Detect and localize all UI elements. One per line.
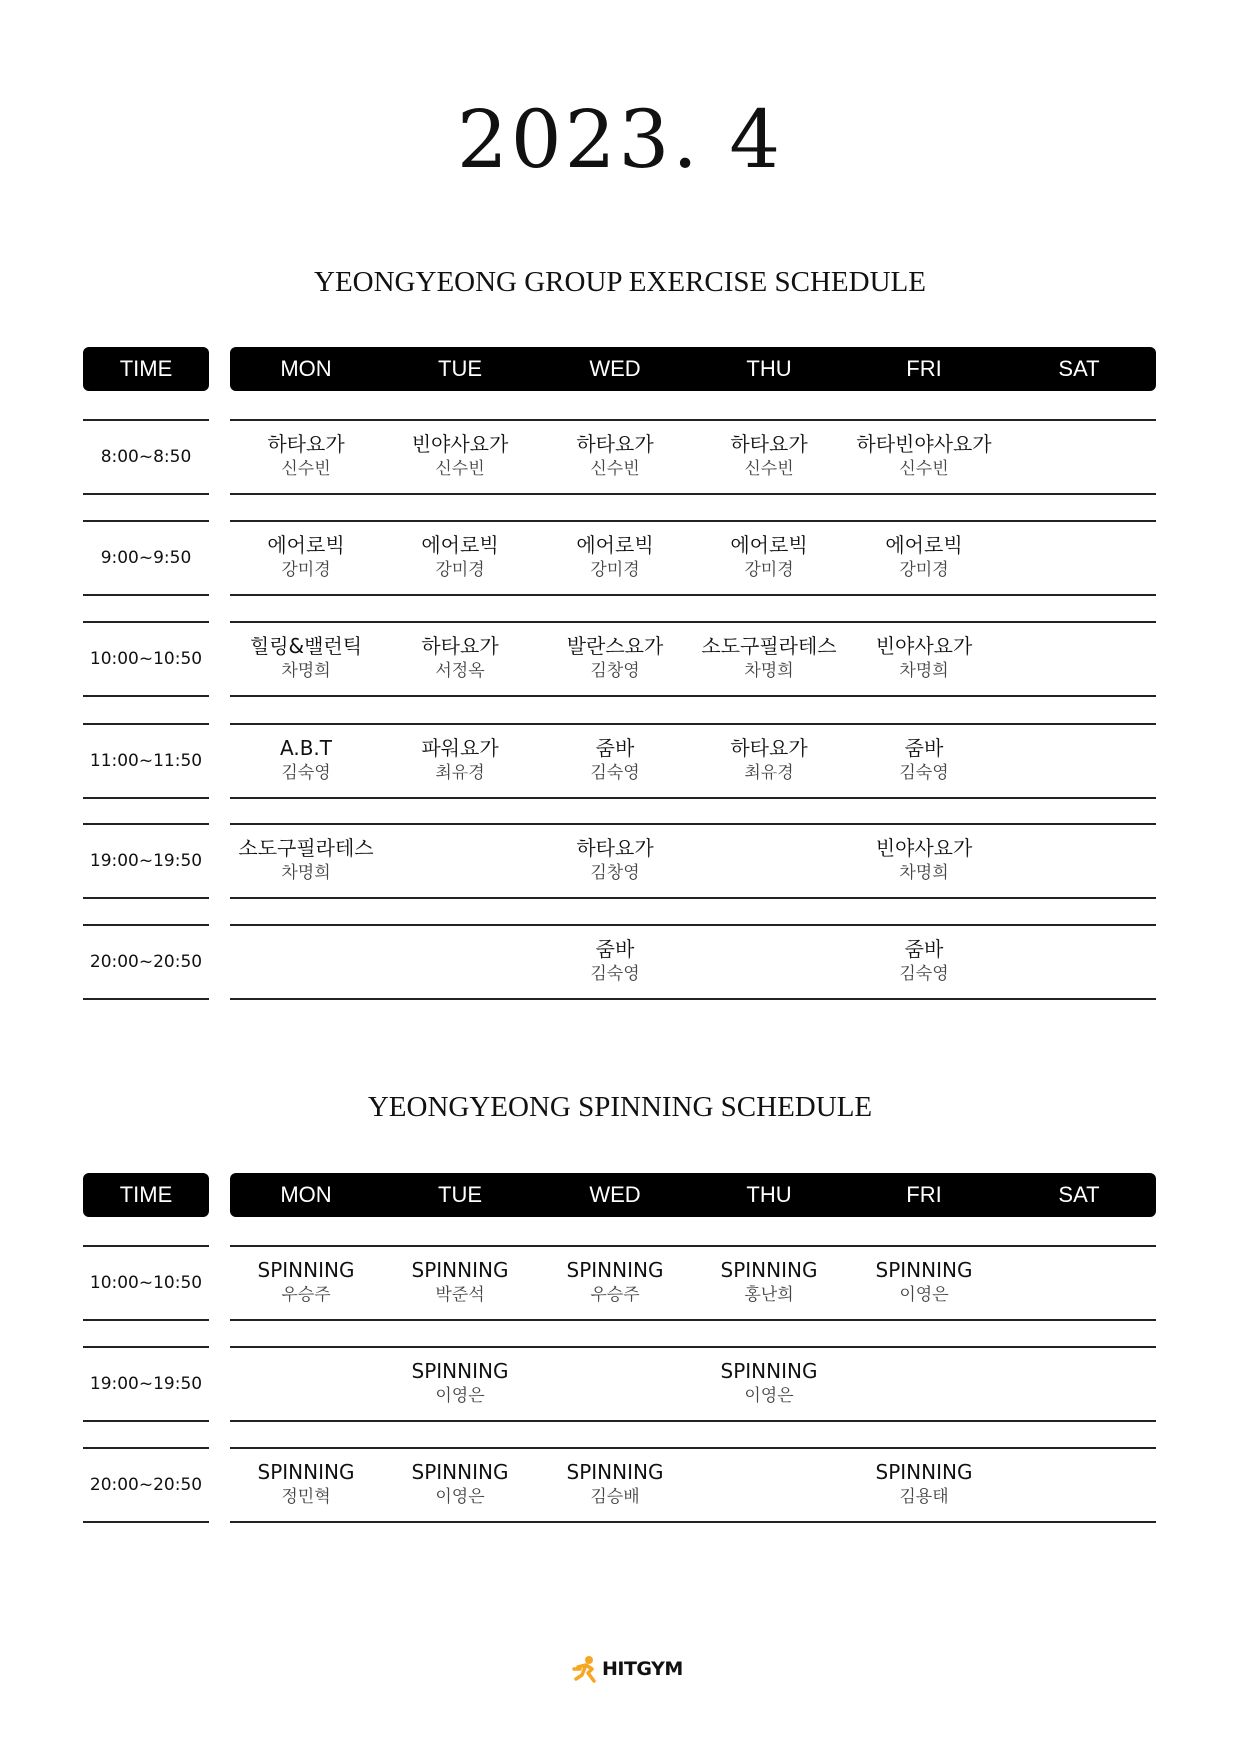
class-cell: [538, 735, 692, 785]
row-divider: [230, 1319, 1156, 1321]
instructor-name: 최유경: [744, 763, 794, 783]
class-name: A.B.T: [280, 736, 332, 760]
class-name: 줌바: [595, 736, 635, 760]
row-divider: [230, 1245, 1156, 1247]
class-cell: [847, 633, 1001, 683]
class-name: SPINNING: [566, 1460, 664, 1484]
class-name: 하타요가: [576, 432, 654, 456]
instructor-name: 최유경: [435, 763, 485, 783]
class-cell: [229, 532, 383, 582]
row-divider: [230, 695, 1156, 697]
time-slot: 19:00~19:50: [89, 1374, 203, 1394]
class-name: 하타요가: [730, 432, 808, 456]
instructor-name: 우승주: [590, 1285, 640, 1305]
instructor-name: 김창영: [590, 661, 640, 681]
day-header-thu: THU: [746, 1182, 792, 1207]
class-name: 에어로빅: [730, 533, 808, 557]
class-cell: [383, 633, 537, 683]
row-divider: [230, 520, 1156, 522]
class-cell: [847, 431, 1001, 481]
instructor-name: 서정옥: [435, 661, 485, 681]
class-cell: [538, 431, 692, 481]
class-cell: [692, 735, 846, 785]
class-name: 에어로빅: [267, 533, 345, 557]
class-cell: [692, 633, 846, 683]
time-slot: 19:00~19:50: [89, 851, 203, 871]
instructor-name: 신수빈: [744, 459, 794, 479]
class-cell: [847, 1257, 1001, 1307]
instructor-name: 강미경: [899, 560, 949, 580]
instructor-name: 우승주: [281, 1285, 331, 1305]
class-name: SPINNING: [875, 1258, 973, 1282]
schedule-row: [0, 924, 1240, 1000]
class-name: 하타빈야사요가: [856, 432, 992, 456]
class-cell: [383, 1459, 537, 1509]
row-divider: [230, 1420, 1156, 1422]
class-name: 빈야사요가: [411, 432, 509, 456]
class-name: 에어로빅: [421, 533, 499, 557]
class-name: 힐링&밸런틱: [249, 634, 363, 658]
group-schedule-title: YEONGYEONG GROUP EXERCISE SCHEDULE: [314, 266, 926, 298]
page-title: 2023. 4: [456, 93, 784, 186]
class-cell: [229, 735, 383, 785]
spinning-day-header: [230, 1173, 1156, 1217]
class-cell: [229, 835, 383, 885]
instructor-name: 강미경: [281, 560, 331, 580]
class-name: 빈야사요가: [875, 634, 973, 658]
instructor-name: 김승배: [590, 1487, 640, 1507]
class-name: 에어로빅: [885, 533, 963, 557]
time-slot: 10:00~10:50: [89, 1273, 203, 1293]
day-header-mon: MON: [280, 1182, 332, 1207]
class-name: 하타요가: [267, 432, 345, 456]
row-divider: [230, 1447, 1156, 1449]
instructor-name: 이영은: [899, 1285, 949, 1305]
day-header-wed: WED: [589, 1182, 641, 1207]
day-header-mon: MON: [280, 356, 332, 381]
class-cell: [538, 633, 692, 683]
instructor-name: 신수빈: [590, 459, 640, 479]
class-cell: [229, 633, 383, 683]
class-name: SPINNING: [720, 1359, 818, 1383]
class-name: 소도구필라테스: [701, 634, 837, 658]
instructor-name: 김숙영: [590, 964, 640, 984]
instructor-name: 이영은: [435, 1487, 485, 1507]
schedule-row: [0, 520, 1240, 596]
instructor-name: 이영은: [744, 1386, 794, 1406]
class-cell: [847, 532, 1001, 582]
class-cell: [383, 1358, 537, 1408]
class-cell: [383, 1257, 537, 1307]
schedule-row: [0, 1447, 1240, 1523]
instructor-name: 강미경: [590, 560, 640, 580]
class-cell: [383, 532, 537, 582]
schedule-row: [0, 723, 1240, 799]
class-name: SPINNING: [411, 1460, 509, 1484]
class-cell: [229, 1459, 383, 1509]
class-name: 파워요가: [421, 736, 499, 760]
row-divider: [230, 797, 1156, 799]
class-cell: [229, 1257, 383, 1307]
group-time-header: TIME: [83, 347, 209, 391]
class-name: SPINNING: [257, 1258, 355, 1282]
time-slot: 20:00~20:50: [89, 952, 203, 972]
class-name: 소도구필라테스: [238, 836, 374, 860]
instructor-name: 차명희: [281, 863, 331, 883]
row-divider: [230, 998, 1156, 1000]
instructor-name: 차명희: [899, 661, 949, 681]
instructor-name: 김숙영: [281, 763, 331, 783]
instructor-name: 정민혁: [281, 1487, 331, 1507]
class-name: SPINNING: [257, 1460, 355, 1484]
class-name: SPINNING: [411, 1258, 509, 1282]
class-name: 줌바: [904, 937, 944, 961]
class-name: 에어로빅: [576, 533, 654, 557]
hitgym-logo: [572, 1654, 696, 1684]
class-cell: [538, 1459, 692, 1509]
class-name: SPINNING: [720, 1258, 818, 1282]
day-header-fri: FRI: [906, 1182, 942, 1207]
class-name: 하타요가: [576, 836, 654, 860]
class-cell: [538, 936, 692, 986]
row-divider: [230, 823, 1156, 825]
row-divider: [230, 924, 1156, 926]
schedule-row: [0, 621, 1240, 697]
day-header-sat: SAT: [1058, 1182, 1100, 1207]
instructor-name: 김창영: [590, 863, 640, 883]
logo-text: HITGYM: [602, 1658, 683, 1680]
class-cell: [847, 735, 1001, 785]
class-cell: [692, 1358, 846, 1408]
class-name: 하타요가: [421, 634, 499, 658]
schedule-row: [0, 1346, 1240, 1422]
class-cell: [847, 835, 1001, 885]
time-slot: 20:00~20:50: [89, 1475, 203, 1495]
instructor-name: 신수빈: [435, 459, 485, 479]
row-divider: [230, 419, 1156, 421]
class-cell: [692, 1257, 846, 1307]
row-divider: [230, 594, 1156, 596]
day-header-thu: THU: [746, 356, 792, 381]
time-slot: 11:00~11:50: [89, 751, 203, 771]
class-name: SPINNING: [411, 1359, 509, 1383]
time-slot: 10:00~10:50: [89, 649, 203, 669]
time-slot: 9:00~9:50: [100, 548, 192, 568]
instructor-name: 강미경: [744, 560, 794, 580]
instructor-name: 김숙영: [899, 763, 949, 783]
instructor-name: 김용태: [899, 1487, 949, 1507]
class-cell: [229, 431, 383, 481]
spinning-time-header: TIME: [83, 1173, 209, 1217]
class-name: 하타요가: [730, 736, 808, 760]
row-divider: [230, 1521, 1156, 1523]
class-cell: [538, 532, 692, 582]
instructor-name: 신수빈: [899, 459, 949, 479]
class-name: 빈야사요가: [875, 836, 973, 860]
class-cell: [538, 835, 692, 885]
instructor-name: 강미경: [435, 560, 485, 580]
time-slot: 8:00~8:50: [100, 447, 192, 467]
instructor-name: 차명희: [899, 863, 949, 883]
class-name: SPINNING: [566, 1258, 664, 1282]
row-divider: [230, 621, 1156, 623]
instructor-name: 신수빈: [281, 459, 331, 479]
class-name: 줌바: [904, 736, 944, 760]
day-header-tue: TUE: [438, 1182, 482, 1207]
day-header-sat: SAT: [1058, 356, 1100, 381]
class-cell: [538, 1257, 692, 1307]
instructor-name: 차명희: [281, 661, 331, 681]
class-cell: [847, 936, 1001, 986]
group-day-header: [230, 347, 1156, 391]
class-name: 발란스요가: [566, 634, 664, 658]
row-divider: [230, 493, 1156, 495]
class-cell: [692, 532, 846, 582]
class-cell: [383, 431, 537, 481]
schedule-row: [0, 419, 1240, 495]
schedule-row: [0, 1245, 1240, 1321]
instructor-name: 김숙영: [899, 964, 949, 984]
row-divider: [230, 1346, 1156, 1348]
class-cell: [692, 431, 846, 481]
class-cell: [847, 1459, 1001, 1509]
instructor-name: 김숙영: [590, 763, 640, 783]
instructor-name: 홍난희: [744, 1285, 794, 1305]
day-header-fri: FRI: [906, 356, 942, 381]
day-header-wed: WED: [589, 356, 641, 381]
runner-icon: [572, 1655, 600, 1683]
class-name: SPINNING: [875, 1460, 973, 1484]
row-divider: [230, 723, 1156, 725]
class-cell: [383, 735, 537, 785]
class-name: 줌바: [595, 937, 635, 961]
row-divider: [230, 897, 1156, 899]
day-header-tue: TUE: [438, 356, 482, 381]
schedule-row: [0, 823, 1240, 899]
instructor-name: 이영은: [435, 1386, 485, 1406]
instructor-name: 차명희: [744, 661, 794, 681]
spinning-schedule-title: YEONGYEONG SPINNING SCHEDULE: [367, 1091, 873, 1123]
instructor-name: 박준석: [435, 1285, 485, 1305]
